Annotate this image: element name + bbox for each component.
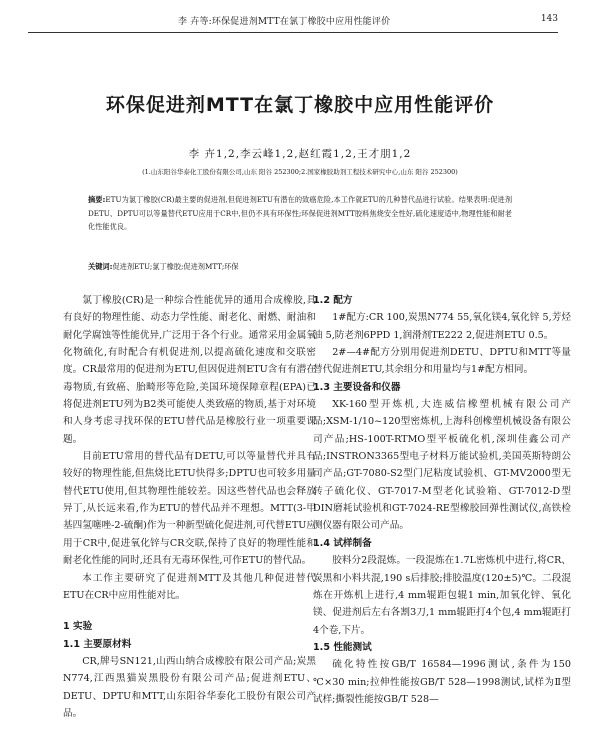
abstract	[88, 193, 512, 234]
section-heading-experiment: 1 实验	[63, 621, 93, 633]
formula-paragraph-1: 1#配方:CR 100,炭黑N774 55,氧化镁4,氧化锌 5,芳烃油 5,防老剂6PPD 1,润滑剂TE222 2,促进剂ETU 0.5。	[313, 312, 571, 341]
abstract-label: 摘要:	[88, 195, 106, 204]
intro-paragraph-1: 氯丁橡胶(CR)是一种综合性能优异的通用合成橡胶,具有良好的物理性能、动态力学性能、耐老化、耐燃、耐油和耐化学腐蚀等性能优异,广泛用于各个行业。通常采用金属氧化物硫化,有时配合有机促进剂,以提高硫化速度和交联密度。CR最常用的促进剂为ETU,但因促进剂ETU含有有潜在毒物质,有致癌、胎畸形等危险,美国环境保障章程(EPA)已将促进剂ETU列为B2类可能使人类致癌的物质,基于对环境和人身考虑寻找环保的ETU替代品是橡胶行业一项重要课题。	[63, 295, 316, 445]
materials-paragraph: CR,牌号SN121,山西山纳合成橡胶有限公司产品;炭黑N774,江西黑猫炭黑股份有限公司产品;促进剂ETU、DETU、DPTU和MTT,山东阳谷华泰化工股份有限公司产品。	[63, 655, 316, 719]
formula-paragraph-2: 2#—4#配方分别用促进剂DETU、DPTU和MTT等量替代促进剂ETU,其余组分和用量均与1#配方相同。	[313, 347, 571, 376]
section-heading-formula: 1.2 配方	[313, 295, 353, 306]
keywords-text: 促进剂ETU;氯丁橡胶;促进剂MTT;环保	[112, 262, 239, 271]
intro-paragraph-2: 目前ETU常用的替代品有DETU,可以等量替代并具有较好的物理性能,但焦烧比ETU快得多;DPTU也可较多用量替代ETU使用,但其物理性能较差。因这些替代品也会释放异丁,从长远来看,作为ETU的替代品并不理想。MTT(3-甲基四氢噻唑-2-硫酮)作为一种新型硫化促进剂,可代替ETU应用于CR中,促进氧化锌与CR交联,保持了良好的物理性能和耐老化性能的同时,还具有无毒环保性,可作ETU的替代品。	[63, 451, 316, 567]
section-heading-testing: 1.5 性能测试	[313, 641, 372, 653]
paper-title: 环保促进剂MTT在氯丁橡胶中应用性能评价	[105, 94, 495, 116]
section-heading-equipment: 1.3 主要设备和仪器	[313, 381, 401, 393]
sample-prep-paragraph: 胶料分2段混炼。一段混炼在1.7L密炼机中进行,将CR、炭黑和小料共混,190 s后排胶;排胶温度(120±5)℃。二段混炼在开炼机上进行,4 mm辊距包辊1 min,加氧化锌、氧化镁、促进剂后左右各割3刀,1 mm辊距打4个包,4 mm辊距打4个卷,下片。	[313, 555, 571, 636]
running-head	[28, 10, 558, 33]
section-heading-sample-prep: 1.4 试样制备	[313, 537, 372, 549]
intro-paragraph-3: 本工作主要研究了促进剂MTT及其他几种促进替代ETU在CR中应用性能对比。	[63, 572, 316, 601]
keywords	[88, 260, 512, 273]
running-head-text: 李 卉等:环保促进剂MTT在氯丁橡胶中应用性能评价	[178, 17, 391, 27]
page-number: 143	[540, 14, 558, 24]
testing-paragraph: 硫化特性按GB/T 16584—1996测试,条件为150 ℃×30 min;拉伸性能按GB/T 528—1998测试,试样为Ⅱ型试样;撕裂性能按GB/T 528—	[313, 659, 571, 705]
left-column	[63, 292, 316, 722]
equipment-paragraph: XK-160型开炼机,大连威信橡塑机械有限公司产品;XSM-1/10~120型密炼机,上海科创橡塑机械设备有限公司产品;HS-100T-RTMO型平板硫化机,深圳佳鑫公司产品;INSTRON3365型电子材料万能试验机,美国英斯特朗公司产品;GT-7080-S2型门尼粘度试验机、GT-MV2000型无转子硫化仪、GT-7017-M型老化试验箱、GT-7012-D型DIN磨耗试验机和GT-7024-RE型橡胶回弹性测试仪,高铁检测仪器有限公司产品。	[313, 399, 571, 532]
affiliation: (1.山东阳谷华泰化工股份有限公司,山东 阳谷 252300;2.国家橡胶助剂工程技术研究中心,山东 阳谷 252300)	[142, 168, 458, 176]
keywords-label: 关键词:	[88, 262, 113, 271]
right-column	[313, 292, 571, 708]
author-list: 李 卉1,2,李云峰1,2,赵红霞1,2,王才朋1,2	[188, 148, 412, 160]
abstract-text: ETU为氯丁橡胶(CR)最主要的促进剂,但促进剂ETU有潜在的致癌危险,本工作就ETU的几种替代品进行试验。结果表明:促进剂DETU、DPTU可以等量替代ETU应用于CR中,但仍不具有环保性;环保促进剂MTT胶料焦烧安全性好,硫化速度适中,物理性能和耐老化性能优良。	[88, 195, 513, 232]
section-heading-materials: 1.1 主要原材料	[63, 638, 132, 650]
